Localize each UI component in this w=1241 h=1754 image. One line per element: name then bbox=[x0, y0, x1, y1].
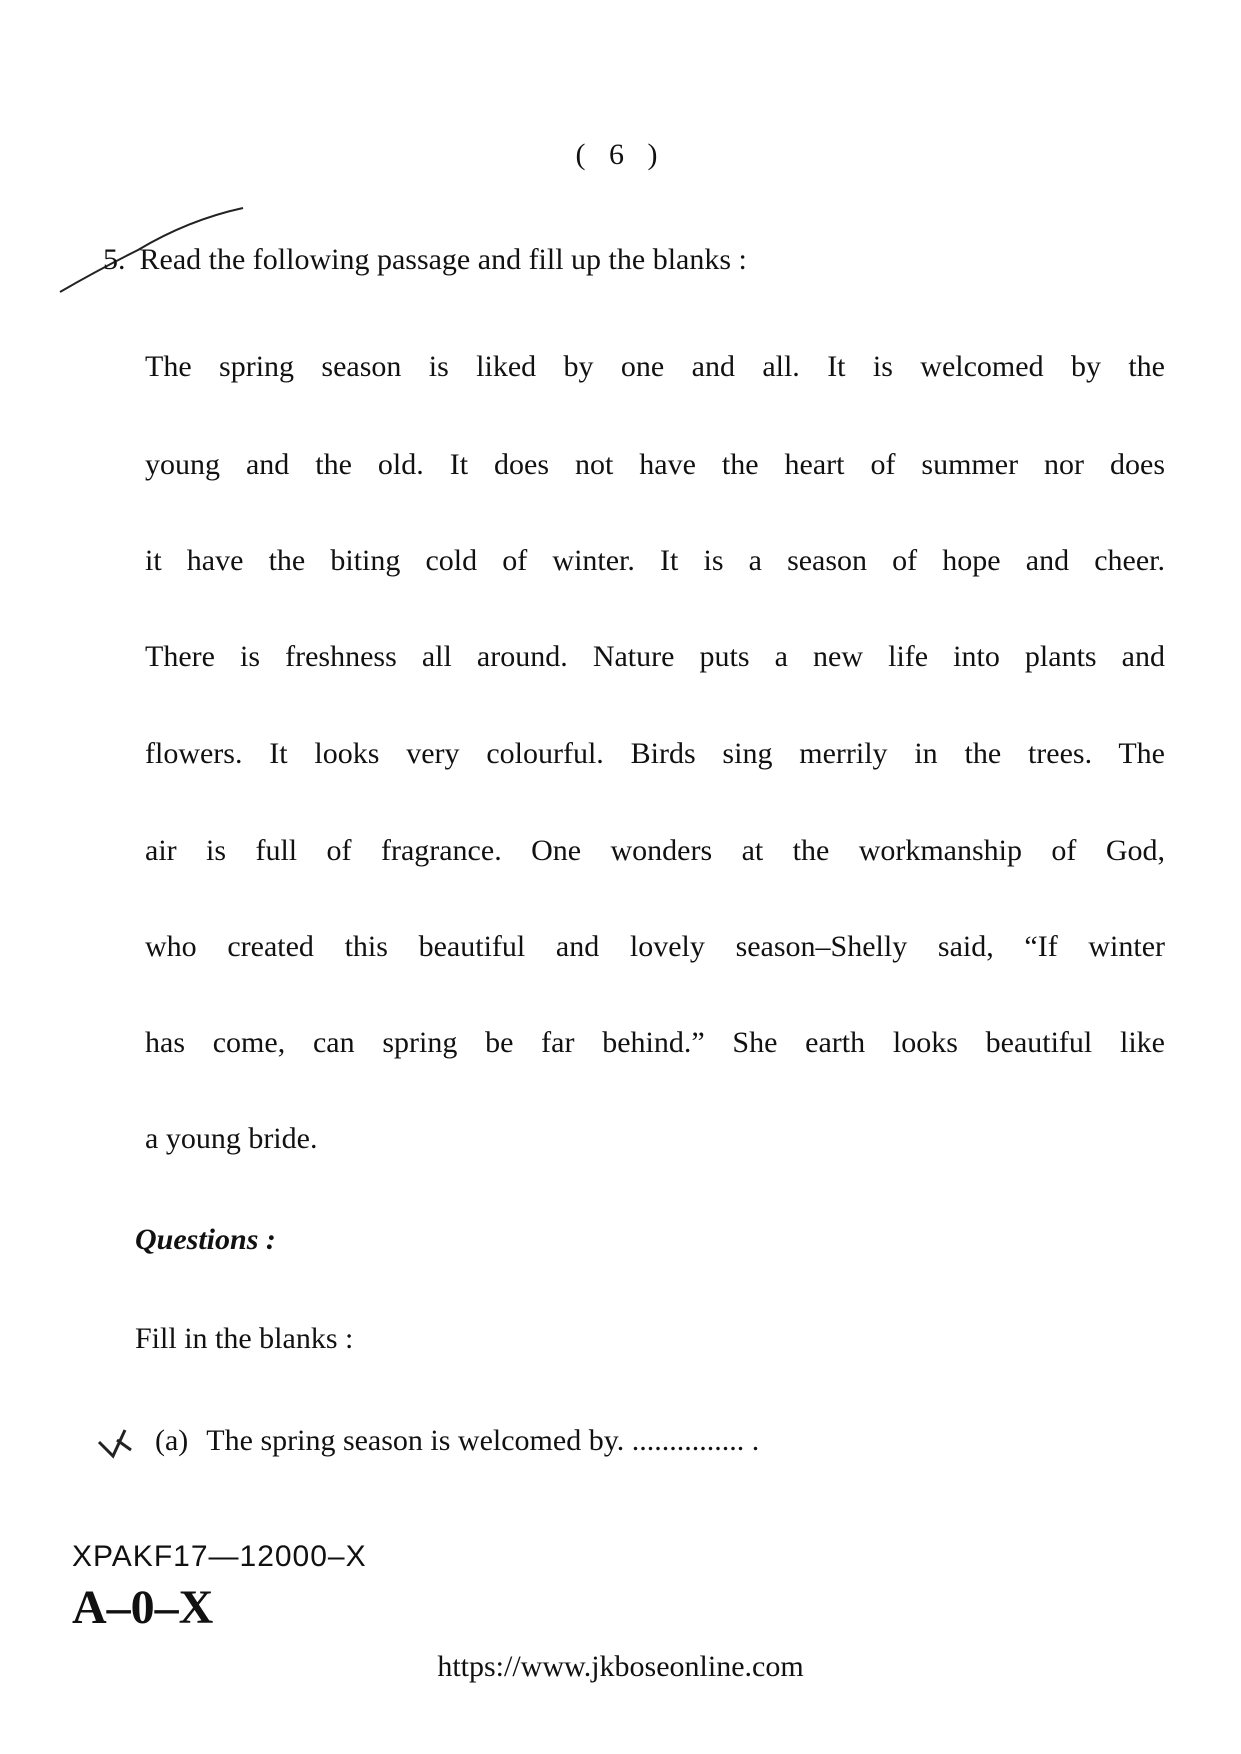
passage-line: flowers. It looks very colourful. Birds sing merrily in the trees. The bbox=[145, 737, 1165, 770]
question-5 bbox=[103, 243, 747, 277]
sub-question-a bbox=[95, 1424, 759, 1458]
passage-line: has come, can spring be far behind.” She earth looks beautiful like bbox=[145, 1026, 1165, 1059]
question-instruction: Read the following passage and fill up the blanks : bbox=[139, 243, 747, 276]
sub-question-label: (a) bbox=[155, 1424, 189, 1457]
page-number: ( 6 ) bbox=[575, 138, 666, 171]
passage-line: young and the old. It does not have the heart of summer nor does bbox=[145, 448, 1165, 481]
questions-heading: Questions : bbox=[135, 1223, 276, 1256]
passage-line: air is full of fragrance. One wonders at the workmanship of God, bbox=[145, 834, 1165, 867]
fill-in-blanks-heading: Fill in the blanks : bbox=[135, 1322, 354, 1355]
passage-line: a young bride. bbox=[145, 1122, 318, 1155]
passage-line: There is freshness all around. Nature puts a new life into plants and bbox=[145, 640, 1165, 673]
passage-line: The spring season is liked by one and all. It is welcomed by the bbox=[145, 350, 1165, 383]
passage-line: who created this beautiful and lovely season–Shelly said, “If winter bbox=[145, 930, 1165, 963]
question-number: 5. bbox=[103, 243, 126, 276]
series-code: A–0–X bbox=[72, 1581, 214, 1634]
sub-question-text: The spring season is welcomed by. ............... . bbox=[206, 1424, 760, 1457]
source-url: https://www.jkboseonline.com bbox=[437, 1650, 804, 1683]
passage-line: it have the biting cold of winter. It is a season of hope and cheer. bbox=[145, 544, 1165, 577]
paper-code: XPAKF17—12000–X bbox=[72, 1540, 367, 1573]
